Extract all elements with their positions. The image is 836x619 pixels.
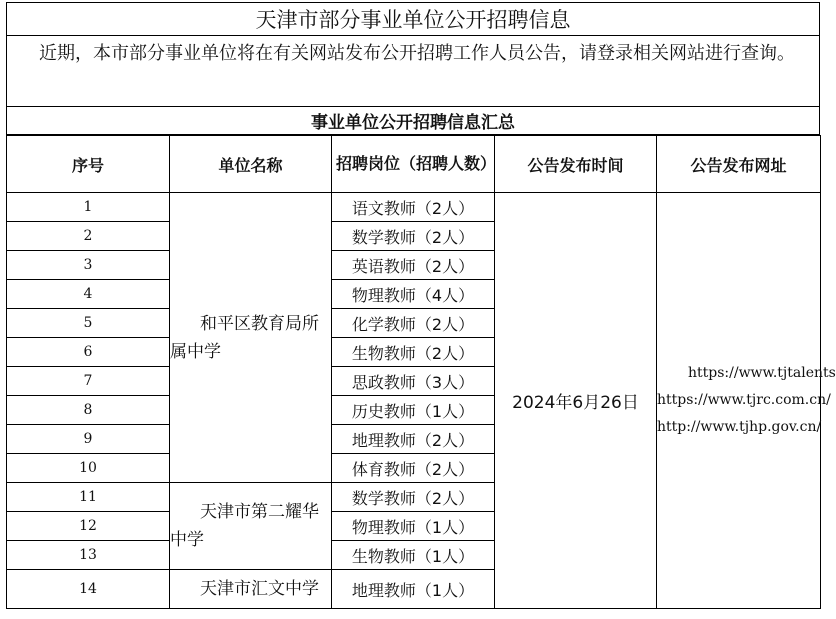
unit-cell [170, 193, 332, 483]
page-title: 天津市部分事业单位公开招聘信息 [6, 2, 820, 36]
header-unit: 单位名称 [170, 136, 332, 193]
row-position: 物理教师（4人） [332, 280, 495, 309]
site-url-link[interactable]: https://www.tjtalents [688, 365, 836, 381]
site-url-link[interactable]: https://www.tjrc.com.cn/ [657, 392, 831, 408]
row-position: 地理教师（1人） [332, 570, 495, 609]
header-seq: 序号 [7, 136, 170, 193]
unit-name: 天津市第二耀华中学 [170, 502, 319, 550]
header-position-text: 招聘岗位（招聘人数） [336, 154, 497, 173]
row-seq: 7 [7, 367, 170, 396]
row-seq: 2 [7, 222, 170, 251]
table-row [7, 193, 821, 222]
row-position: 英语教师（2人） [332, 251, 495, 280]
row-position: 思政教师（3人） [332, 367, 495, 396]
unit-name: 天津市汇文中学 [200, 579, 319, 599]
row-seq: 6 [7, 338, 170, 367]
notice-paragraph: 近期，本市部分事业单位将在有关网站发布公开招聘工作人员公告，请登录相关网站进行查询。 [6, 36, 820, 107]
row-position: 历史教师（1人） [332, 396, 495, 425]
table-header-row [7, 136, 821, 193]
row-position: 数学教师（2人） [332, 222, 495, 251]
row-seq: 5 [7, 309, 170, 338]
row-seq: 8 [7, 396, 170, 425]
header-date: 公告发布时间 [495, 136, 657, 193]
row-position: 数学教师（2人） [332, 483, 495, 512]
unit-name: 和平区教育局所属中学 [170, 313, 319, 362]
row-seq: 4 [7, 280, 170, 309]
row-position: 体育教师（2人） [332, 454, 495, 483]
recruitment-document [6, 2, 836, 609]
summary-title: 事业单位公开招聘信息汇总 [6, 107, 820, 135]
row-seq: 1 [7, 193, 170, 222]
row-position: 化学教师（2人） [332, 309, 495, 338]
header-site: 公告发布网址 [657, 136, 821, 193]
row-seq: 12 [7, 512, 170, 541]
row-position: 生物教师（2人） [332, 338, 495, 367]
date-cell [495, 193, 657, 609]
recruitment-table [6, 135, 836, 609]
row-seq: 14 [7, 570, 170, 609]
row-position: 语文教师（2人） [332, 193, 495, 222]
site-url-link[interactable]: http://www.tjhp.gov.cn/ [657, 419, 822, 435]
unit-cell [170, 570, 332, 609]
site-cell [657, 193, 836, 609]
row-seq: 13 [7, 541, 170, 570]
publish-date: 2024年6月26日 [512, 393, 639, 413]
row-seq: 9 [7, 425, 170, 454]
row-seq: 3 [7, 251, 170, 280]
header-position [332, 136, 495, 193]
row-position: 生物教师（1人） [332, 541, 495, 570]
row-seq: 10 [7, 454, 170, 483]
row-position: 地理教师（2人） [332, 425, 495, 454]
row-position: 物理教师（1人） [332, 512, 495, 541]
unit-cell [170, 483, 332, 570]
row-seq: 11 [7, 483, 170, 512]
